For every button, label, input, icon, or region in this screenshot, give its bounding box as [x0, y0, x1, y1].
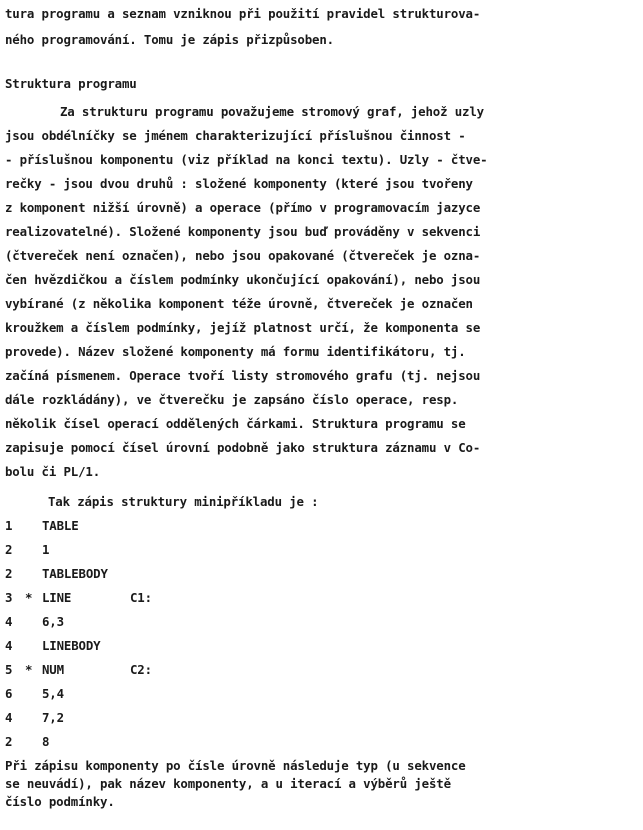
row-name: 7,2	[42, 710, 64, 725]
example-intro: Tak zápis struktury minipříkladu je :	[48, 494, 319, 509]
row-level: 1	[5, 518, 13, 533]
row-name: LINE	[42, 590, 72, 605]
row-name: LINEBODY	[42, 638, 101, 653]
structure-row	[0, 686, 64, 702]
structure-row	[0, 614, 64, 630]
row-level: 4	[5, 614, 13, 629]
row-level: 2	[5, 566, 13, 581]
paragraph-line: realizovatelné). Složené komponenty jsou buď prováděny v sekvenci	[5, 224, 481, 239]
closing-line: Při zápisu komponenty po čísle úrovně následuje typ (u sekvence	[5, 758, 466, 773]
structure-row	[0, 710, 64, 726]
paragraph-line: několik čísel operací oddělených čárkami. Struktura programu se	[5, 416, 466, 431]
paragraph-line: bolu či PL/1.	[5, 464, 101, 479]
closing-line: číslo podmínky.	[5, 794, 115, 809]
row-level: 4	[5, 710, 13, 725]
paragraph-line: jsou obdélníčky se jménem charakterizující příslušnou činnost -	[5, 128, 466, 143]
row-mark: *	[25, 662, 33, 677]
intro-line: tura programu a seznam vzniknou při použití pravidel strukturova-	[5, 6, 481, 21]
paragraph-line: (čtvereček není označen), nebo jsou opakované (čtvereček je ozna-	[5, 248, 481, 263]
intro-line: ného programování. Tomu je zápis přizpůsoben.	[5, 32, 334, 47]
row-condition: C1:	[130, 590, 152, 605]
structure-row	[0, 734, 50, 750]
row-name: 6,3	[42, 614, 64, 629]
paragraph-line: z komponent nižší úrovně) a operace (přímo v programovacím jazyce	[5, 200, 481, 215]
row-name: 5,4	[42, 686, 64, 701]
row-level: 5	[5, 662, 13, 677]
section-heading: Struktura programu	[5, 76, 137, 91]
row-name: 8	[42, 734, 50, 749]
closing-line: se neuvádí), pak název komponenty, a u iterací a výběrů ještě	[5, 776, 451, 791]
row-mark: *	[25, 590, 33, 605]
paragraph-line: začíná písmenem. Operace tvoří listy stromového grafu (tj. nejsou	[5, 368, 481, 383]
paragraph-line: čen hvězdičkou a číslem podmínky ukončující opakování), nebo jsou	[5, 272, 481, 287]
row-name: TABLE	[42, 518, 79, 533]
row-level: 3	[5, 590, 13, 605]
paragraph-line: Za strukturu programu považujeme stromový graf, jehož uzly	[60, 104, 484, 119]
row-name: NUM	[42, 662, 64, 677]
paragraph-line: - příslušnou komponentu (viz příklad na konci textu). Uzly - čtve-	[5, 152, 488, 167]
paragraph-line: vybírané (z několika komponent téže úrovně, čtvereček je označen	[5, 296, 473, 311]
paragraph-line: dále rozkládány), ve čtverečku je zapsáno číslo operace, resp.	[5, 392, 459, 407]
row-name: TABLEBODY	[42, 566, 108, 581]
row-level: 4	[5, 638, 13, 653]
paragraph-line: zapisuje pomocí čísel úrovní podobně jako struktura záznamu v Co-	[5, 440, 481, 455]
paragraph-line: kroužkem a číslem podmínky, jejíž platnost určí, že komponenta se	[5, 320, 481, 335]
row-name: 1	[42, 542, 50, 557]
structure-row	[0, 542, 50, 558]
row-level: 6	[5, 686, 13, 701]
structure-row	[0, 590, 152, 606]
structure-row	[0, 662, 152, 678]
structure-row	[0, 566, 108, 582]
row-level: 2	[5, 542, 13, 557]
paragraph-line: provede). Název složené komponenty má formu identifikátoru, tj.	[5, 344, 466, 359]
paragraph-line: rečky - jsou dvou druhů : složené komponenty (které jsou tvořeny	[5, 176, 473, 191]
structure-row	[0, 638, 101, 654]
structure-row	[0, 518, 79, 534]
row-level: 2	[5, 734, 13, 749]
row-condition: C2:	[130, 662, 152, 677]
